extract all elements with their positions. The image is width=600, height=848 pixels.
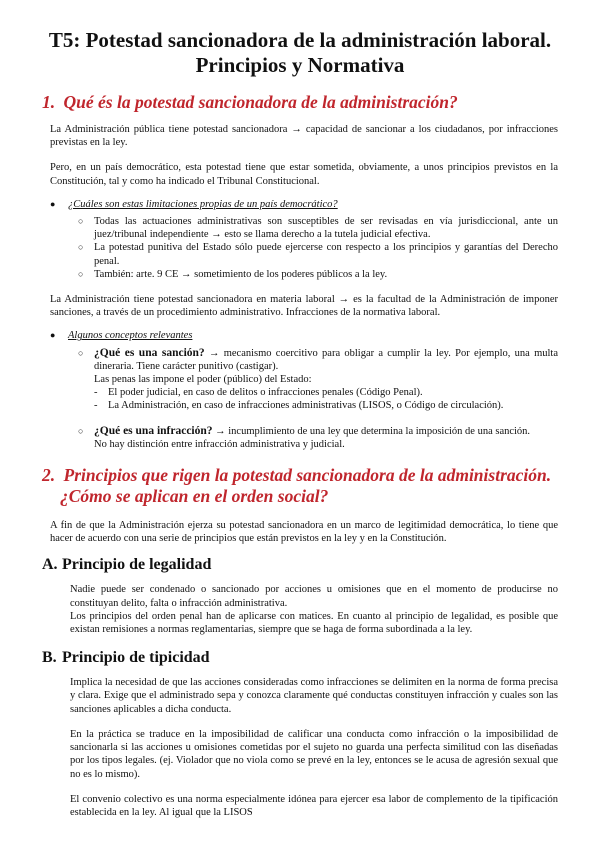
subsection-b-paragraph-1: Implica la necesidad de que las acciones consideradas como infracciones se delimiten en la norma de forma precisa y clara. Exige que el administrado sepa y conozca claramente qué conductas constituyen infracción y cuales son las sanciones aplicables a dicha conducta. <box>70 677 558 715</box>
section-1-heading <box>42 92 558 113</box>
s1-paragraph-3: La Administración tiene potestad sancionadora en materia laboral → es la facultad de la Administración de imponer sanciones, a través de un procedimiento administrativo. Infracciones de la normativa laboral. <box>50 294 558 319</box>
bullet-icon: ● <box>50 198 56 209</box>
subsection-a-paragraph-2: Los principios del orden penal han de aplicarse con matices. En cuanto al principio de legalidad, es posible que existan remisiones a normas reglamentarias, siempre que se haga de forma subordinada a la ley. <box>70 610 558 636</box>
list-item <box>42 268 558 281</box>
concept-infraccion-continuation: No hay distinción entre infracción administrativa y judicial. <box>94 438 345 450</box>
subsection-a-title: Principio de legalidad <box>62 556 212 574</box>
list-item <box>42 215 558 241</box>
concept-sancion-text <box>94 347 558 373</box>
question-limitations <box>42 198 558 211</box>
section-2-title-line-2: ¿Cómo se aplican en el orden social? <box>60 486 329 507</box>
s1-paragraph-1: La Administración pública tiene potestad sancionadora → capacidad de sancionar a los ciudadanos, por infracciones previstas en la ley. <box>50 124 558 149</box>
dash-item-text: La Administración, en caso de infracciones administrativas (LISOS, o Código de circulación). <box>108 400 504 412</box>
dash-icon: - <box>94 387 98 399</box>
list-item-text: También: arte. 9 CE → sometimiento de los poderes públicos a la ley. <box>94 268 388 280</box>
concept-sancion-label: ¿Qué es una sanción? <box>94 346 205 359</box>
s2-intro: A fin de que la Administración ejerza su potestad sancionadora en un marco de legitimidad democrática, lo tiene que hacer de acuerdo con una serie de principios que están previstos en la ley y en la Constitución. <box>50 520 558 545</box>
subsection-a-paragraph-1: Nadie puede ser condenado o sancionado por acciones u omisiones que en el momento de producirse no constituyan delito, falta o infracción administrativa. <box>70 584 558 609</box>
concept-sancion-definition: → mecanismo coercitivo para obligar a cumplir la ley. Por ejemplo, una multa dineraria. Tiene carácter punitivo (castigar). <box>94 347 558 372</box>
title-line-2: Principios y Normativa <box>195 53 405 77</box>
list-item-text: La potestad punitiva del Estado sólo puede ejercerse con respecto a los principios y garantías del Derecho penal. <box>94 242 558 267</box>
question-limitations-text: ¿Cuáles son estas limitaciones propias de un país democrático? <box>68 198 338 210</box>
subsection-a-letter: A. <box>42 556 58 574</box>
subsection-a-heading <box>42 555 558 575</box>
subsection-b-letter: B. <box>42 649 57 667</box>
dash-item <box>42 386 558 399</box>
circle-bullet-icon: ○ <box>78 242 84 253</box>
subsection-b-heading <box>42 648 558 668</box>
circle-bullet-icon: ○ <box>78 347 84 358</box>
section-1-title: Qué és la potestad sancionadora de la administración? <box>63 92 458 112</box>
circle-bullet-icon: ○ <box>78 425 84 436</box>
dash-item <box>42 399 558 412</box>
subsection-b-title: Principio de tipicidad <box>62 649 210 667</box>
circle-bullet-icon: ○ <box>78 268 84 279</box>
section-2-number: 2. <box>42 465 56 486</box>
subsection-b-paragraph-2: En la práctica se traduce en la imposibilidad de calificar una conducta como infracción o la imposibilidad de sancionarla si las acciones u omisiones cometidas por el sujeto no guarda una perfecta similitud con las diseñadas por los tipos legales. (ej. Violador que no viola como se prevé en la ley, entonces se le acusa de agresión sexual que no es lo mismo). <box>70 728 558 780</box>
section-2-title-line-1: Principios que rigen la potestad sancionadora de la administración. <box>63 465 552 486</box>
question-concepts <box>42 329 558 342</box>
question-concepts-text: Algunos conceptos relevantes <box>68 330 193 342</box>
section-2-heading <box>42 465 558 507</box>
s1-paragraph-2: Pero, en un país democrático, esta potestad tiene que estar sometida, obviamente, a unos principios previstos en la Constitución, tal y como ha indicado el Tribunal Constitucional. <box>50 162 558 187</box>
concept-infraccion-definition: → incumplimiento de una ley que determina la imposición de una sanción. <box>212 425 531 437</box>
concept-infraccion-label: ¿Qué es una infracción? <box>94 424 213 437</box>
bullet-icon: ● <box>50 330 56 341</box>
dash-item-text: El poder judicial, en caso de delitos o infracciones penales (Código Penal). <box>108 387 423 399</box>
subsection-b-paragraph-3: El convenio colectivo es una norma especialmente idónea para ejercer esa labor de complemento de la tipificación establecida en la ley. Al igual que la LISOS <box>70 793 558 818</box>
concept-sancion-continuation: Las penas las impone el poder (público) del Estado: <box>94 374 312 386</box>
title-line-1: T5: Potestad sancionadora de la administración laboral. <box>48 28 552 52</box>
concept-infraccion-text <box>94 425 558 438</box>
document-title <box>42 28 558 78</box>
list-item <box>42 241 558 267</box>
concept-sancion <box>42 347 558 373</box>
list-item-text: Todas las actuaciones administrativas son susceptibles de ser revisadas en vía jurisdiccional, ante un juez/tribunal independiente → esto se llama derecho a la tutela judicial efectiva. <box>94 216 558 241</box>
dash-icon: - <box>94 400 98 412</box>
concept-infraccion <box>42 425 558 438</box>
circle-bullet-icon: ○ <box>78 216 84 227</box>
section-1-number: 1. <box>42 92 56 112</box>
